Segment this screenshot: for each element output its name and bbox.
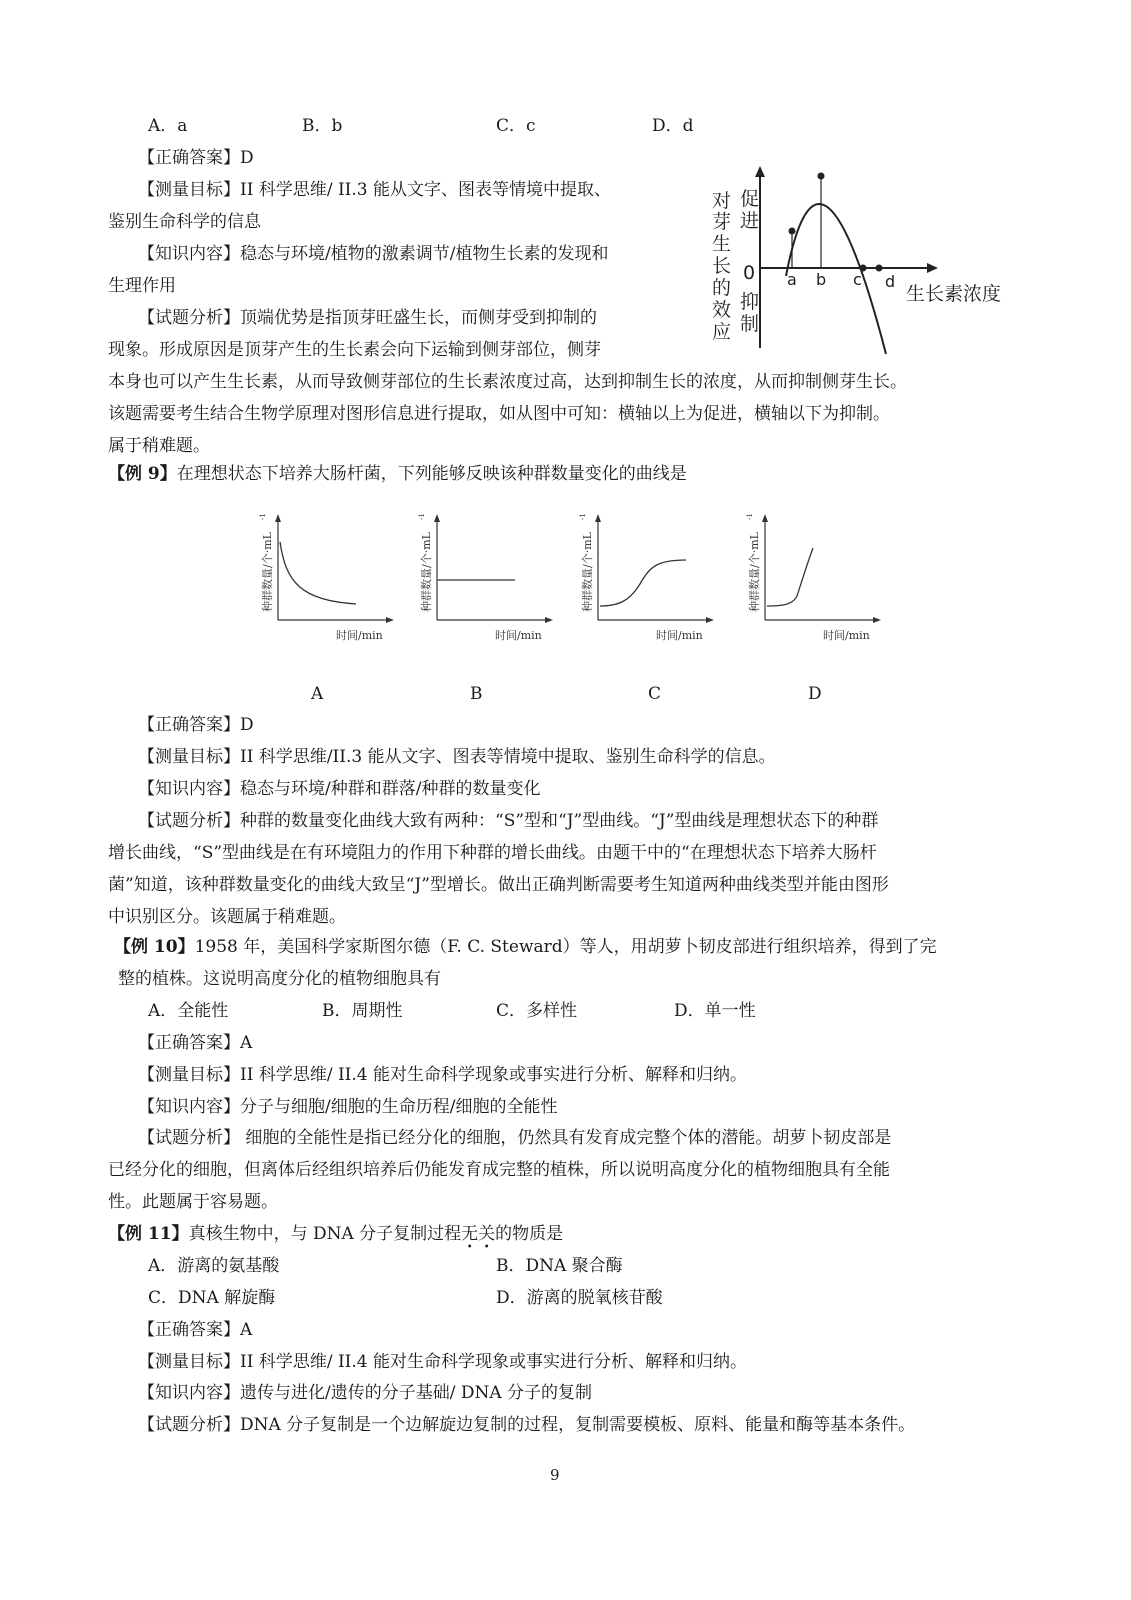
q10-stem-text: 1958 年，美国科学家斯图尔德（F. C. Steward）等人，用胡萝卜韧皮部进行组织培养，得到了完 [194, 937, 937, 957]
auxin-chart-ylabel [712, 190, 731, 343]
analysis-text: 顶端优势是指顶芽旺盛生长，而侧芽受到抑制的 [240, 308, 597, 328]
graph-ylabel-sup: -1 [579, 513, 587, 520]
q9-answer: 【正确答案】D [138, 715, 254, 735]
graph-xlabel: 时间/min [656, 629, 703, 642]
ylabel-char: 生 [712, 233, 732, 255]
q9-content: 【知识内容】稳态与环境/种群和群落/种群的数量变化 [138, 779, 541, 799]
content-text: 稳态与环境/植物的激素调节/植物生长素的发现和 [240, 244, 609, 264]
response-curve [786, 204, 886, 354]
q11-option-a: A．游离的氨基酸 [148, 1256, 280, 1276]
graph-letter-b: B [470, 684, 483, 704]
x-axis-arrow [927, 263, 938, 273]
ylabel-char: 对 [712, 190, 732, 212]
q9-target: 【测量目标】II 科学思维/II.3 能从文字、图表等情境中提取、鉴别生命科学的信息。 [138, 747, 776, 767]
point-a [789, 228, 796, 235]
q10-option-b: B．周期性 [322, 1001, 403, 1021]
graph-ylabel-sup: -1 [259, 513, 267, 520]
zero-label: 0 [743, 262, 756, 284]
analysis-line-3: 本身也可以产生生长素，从而导致侧芽部位的生长素浓度过高，达到抑制生长的浓度，从而抑制侧芽生长。 [108, 372, 907, 392]
q11-analysis: 【试题分析】DNA 分子复制是一个边解旋边复制的过程，复制需要模板、原料、能量和酶等基本条件。 [138, 1415, 916, 1435]
graph-letter-d: D [808, 684, 822, 704]
label-b: b [816, 270, 827, 289]
q9-stem-text: 在理想状态下培养大肠杆菌，下列能够反映该种群数量变化的曲线是 [176, 464, 687, 484]
q10-analysis-line-1: 【试题分析】 细胞的全能性是指已经分化的细胞，仍然具有发育成完整个体的潜能。胡萝卜韧皮部是 [138, 1128, 892, 1148]
emphasis-char: 无 • [461, 1224, 479, 1253]
option-d: D．d [652, 116, 694, 136]
graph-c [578, 512, 718, 646]
inhibit-char: 制 [740, 313, 760, 335]
analysis-label: 【试题分析】 [138, 308, 240, 328]
label-c: c [853, 270, 862, 289]
label-d: d [885, 272, 896, 291]
graph-ylabel-sup: -1 [418, 513, 426, 520]
xlabel: 生长素浓度 [906, 283, 1002, 305]
graph-ylabel: 种群数量/个·mL [261, 532, 274, 612]
q11-stem-pre: 真核生物中，与 DNA 分子复制过程 [188, 1224, 462, 1244]
q11-stem [108, 1222, 564, 1253]
content-label: 【知识内容】 [138, 244, 240, 264]
content-line-1 [138, 242, 608, 266]
answer: 【正确答案】D [138, 148, 254, 168]
q10-answer: 【正确答案】A [138, 1033, 253, 1053]
graph-letter-a: A [311, 684, 324, 704]
ylabel-char: 应 [712, 321, 732, 343]
q10-stem-line-2: 整的植株。这说明高度分化的植物细胞具有 [118, 969, 441, 989]
q10-label: 【例 10】 [114, 937, 195, 957]
graph-ylabel: 种群数量/个·mL [581, 532, 594, 612]
q9-analysis-line-3: 菌”知道，该种群数量变化的曲线大致呈“J”型增长。做出正确判断需要考生知道两种曲线类型并能由图形 [108, 875, 889, 895]
q11-option-d: D．游离的脱氧核苷酸 [496, 1288, 663, 1308]
promote-char: 进 [740, 210, 760, 232]
option-c: C．c [496, 116, 536, 136]
q10-option-d: D．单一性 [674, 1001, 756, 1021]
q9-stem [108, 462, 687, 486]
target-line-2: 鉴别生命科学的信息 [108, 212, 261, 232]
q10-analysis-line-2: 已经分化的细胞，但离体后经组织培养后仍能发育成完整的植株，所以说明高度分化的植物细胞具有全能 [108, 1160, 890, 1180]
q11-target: 【测量目标】II 科学思维/ II.4 能对生命科学现象或事实进行分析、解释和归纳。 [138, 1352, 748, 1372]
q11-label: 【例 11】 [108, 1224, 189, 1244]
auxin-chart [700, 160, 1020, 360]
option-b: B．b [302, 116, 343, 136]
graph-letter-c: C [648, 684, 662, 704]
curve-j [767, 548, 813, 606]
point-b [818, 173, 825, 180]
q11-content: 【知识内容】遗传与进化/遗传的分子基础/ DNA 分子的复制 [138, 1383, 593, 1403]
graph-ylabel-sup: -1 [746, 513, 754, 520]
y-axis-arrow [755, 166, 765, 177]
q11-option-c: C．DNA 解旋酶 [148, 1288, 276, 1308]
q10-analysis-line-3: 性。此题属于容易题。 [108, 1192, 278, 1212]
q9-label: 【例 9】 [108, 464, 177, 484]
emphasis-char: 关 • [478, 1224, 496, 1253]
ylabel-char: 效 [712, 299, 732, 321]
q9-analysis-line-1: 【试题分析】种群的数量变化曲线大致有两种：“S”型和“J”型曲线。“J”型曲线是理想状态下的种群 [138, 811, 879, 831]
graph-ylabel: 种群数量/个·mL [748, 532, 761, 612]
graph-b [417, 512, 557, 646]
content-line-2: 生理作用 [108, 276, 176, 296]
q10-target: 【测量目标】II 科学思维/ II.4 能对生命科学现象或事实进行分析、解释和归纳。 [138, 1065, 748, 1085]
inhibit-char: 抑 [740, 291, 760, 313]
q11-answer: 【正确答案】A [138, 1320, 253, 1340]
q10-content: 【知识内容】分子与细胞/细胞的生命历程/细胞的全能性 [138, 1097, 558, 1117]
page-number: 9 [550, 1466, 560, 1484]
graph-d [745, 512, 885, 646]
ylabel-char: 芽 [712, 211, 732, 233]
analysis-line-4: 该题需要考生结合生物学原理对图形信息进行提取，如从图中可知：横轴以上为促进，横轴以下为抑制。 [108, 404, 890, 424]
q9-analysis-line-2: 增长曲线，“S”型曲线是在有环境阻力的作用下种群的增长曲线。由题干中的“在理想状态下培养大肠杆 [108, 843, 877, 863]
q11-stem-post: 的物质是 [495, 1224, 564, 1244]
graph-xlabel: 时间/min [336, 629, 383, 642]
q10-stem-line-1 [114, 935, 937, 959]
curve-decline [280, 542, 356, 604]
option-a: A．a [148, 116, 188, 136]
q10-option-a: A．全能性 [148, 1001, 229, 1021]
q10-option-c: C．多样性 [496, 1001, 578, 1021]
ylabel-char: 的 [712, 277, 732, 299]
target-line-1 [138, 178, 611, 202]
point-d [876, 265, 883, 272]
analysis-line-5: 属于稍难题。 [108, 436, 210, 456]
target-text: II 科学思维/ II.3 能从文字、图表等情境中提取、 [240, 180, 612, 200]
graph-xlabel: 时间/min [495, 629, 542, 642]
graph-xlabel: 时间/min [823, 629, 870, 642]
target-label: 【测量目标】 [138, 180, 240, 200]
analysis-line-1 [138, 306, 597, 330]
q11-option-b: B．DNA 聚合酶 [496, 1256, 623, 1276]
ylabel-char: 长 [712, 255, 732, 277]
label-a: a [787, 270, 797, 289]
q9-analysis-line-4: 中识别区分。该题属于稍难题。 [108, 907, 346, 927]
promote-char: 促 [740, 188, 760, 210]
graph-ylabel: 种群数量/个·mL [420, 532, 433, 612]
graph-a [258, 512, 398, 646]
curve-s [600, 560, 686, 606]
analysis-line-2: 现象。形成原因是顶芽产生的生长素会向下运输到侧芽部位，侧芽 [108, 340, 601, 360]
